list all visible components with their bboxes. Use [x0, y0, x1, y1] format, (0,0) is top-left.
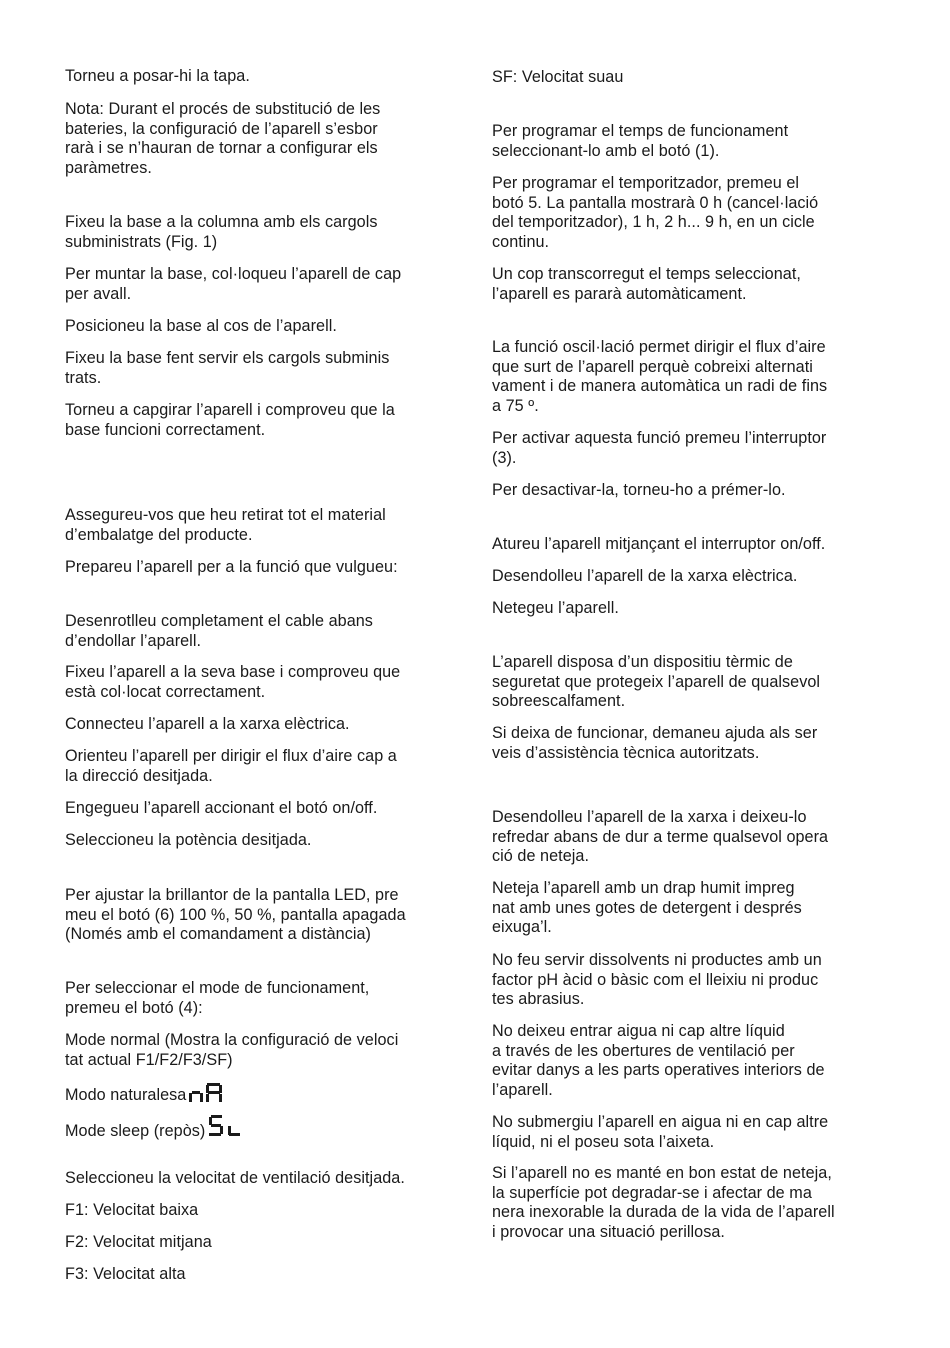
- paragraph-deactivate-oscillation: Per desactivar-la, torneu-ho a prémer-lo.: [492, 481, 786, 499]
- paragraph-normal-mode: Mode normal (Mostra la configuració de veloci tat actual F1/F2/F3/SF): [65, 1031, 399, 1069]
- paragraph-clean-device: Netegeu l’aparell.: [492, 599, 619, 617]
- paragraph-remove-packaging: Assegureu-vos que heu retirat tot el material d’embalatge del producte.: [65, 506, 386, 544]
- paragraph-select-speed: Seleccioneu la velocitat de ventilació desitjada.: [65, 1169, 405, 1187]
- paragraph-clean-with-cloth: Neteja l’aparell amb un drap humit impreg nat amb unes gotes de detergent i després eixuga’l.: [492, 879, 802, 937]
- paragraph-flip-check: Torneu a capgirar l’aparell i comproveu que la base funcioni correctament.: [65, 401, 395, 439]
- paragraph-switch-on: Engegueu l’aparell accionant el botó on/off.: [65, 799, 378, 817]
- paragraph-position-base: Posicioneu la base al cos de l’aparell.: [65, 317, 337, 335]
- line-nature-mode: [65, 1082, 465, 1106]
- paragraph-speed-f1: F1: Velocitat baixa: [65, 1201, 199, 1219]
- display-na-symbol-icon: [188, 1082, 224, 1104]
- display-sl-symbol-icon: [207, 1114, 241, 1140]
- paragraph-program-timer: Per programar el temporitzador, premeu el botó 5. La pantalla mostrarà 0 h (cancel·lació del temporitzador), 1 h, 2 h... 9 h, en un cicle continu.: [492, 174, 819, 251]
- paragraph-no-solvents: No feu servir dissolvents ni productes amb un factor pH àcid o bàsic com el lleixiu ni produc tes abrasius.: [492, 951, 822, 1009]
- paragraph-led-brightness: Per ajustar la brillantor de la pantalla LED, pre meu el botó (6) 100 %, 50 %, pantalla apagada (Només amb el comandament a distància): [65, 886, 406, 944]
- paragraph-auto-stop: Un cop transcorregut el temps seleccionat, l’aparell es pararà automàticament.: [492, 265, 801, 303]
- paragraph-orient-airflow: Orienteu l’aparell per dirigir el flux d’aire cap a la direcció desitjada.: [65, 747, 397, 785]
- paragraph-select-mode: Per seleccionar el mode de funcionament, premeu el botó (4):: [65, 979, 370, 1017]
- paragraph-battery-note: Nota: Durant el procés de substitució de les bateries, la configuració de l’aparell s’esbor rarà i se n’hauran de tornar a configurar els paràmetres.: [65, 100, 381, 177]
- paragraph-stop-device: Atureu l’aparell mitjançant el interruptor on/off.: [492, 535, 826, 553]
- paragraph-fix-to-base: Fixeu l’aparell a la seva base i comproveu que està col·locat correctament.: [65, 663, 401, 701]
- paragraph-fix-base-column: Fixeu la base a la columna amb els cargols subministrats (Fig. 1): [65, 213, 378, 251]
- paragraph-no-water-entry: No deixeu entrar aigua ni cap altre líquid a través de les obertures de ventilació per evitar danys a les parts operatives interiors de l’aparell.: [492, 1022, 825, 1099]
- line-sleep-mode: [65, 1114, 465, 1142]
- paragraph-program-time: Per programar el temps de funcionament seleccionant-lo amb el botó (1).: [492, 122, 789, 160]
- paragraph-activate-oscillation: Per activar aquesta funció premeu l’interruptor (3).: [492, 429, 827, 467]
- paragraph-unplug-before-cleaning: Desendolleu l’aparell de la xarxa i deixeu-lo refredar abans de dur a terme qualsevol opera ció de neteja.: [492, 808, 829, 866]
- sleep-mode-label: Mode sleep (repòs): [65, 1122, 206, 1140]
- paragraph-speed-f2: F2: Velocitat mitjana: [65, 1233, 212, 1251]
- paragraph-keep-clean: Si l’aparell no es manté en bon estat de neteja, la superfície pot degradar-se i afectar de ma nera inexorable la durada de la vida de l’aparell i provocar una situació perillosa.: [492, 1164, 835, 1241]
- paragraph-select-power: Seleccioneu la potència desitjada.: [65, 831, 312, 849]
- paragraph-technical-service: Si deixa de funcionar, demaneu ajuda als ser veis d’assistència tècnica autoritzats.: [492, 724, 818, 762]
- paragraph-fix-base-screws: Fixeu la base fent servir els cargols subminis trats.: [65, 349, 390, 387]
- paragraph-speed-sf: SF: Velocitat suau: [492, 68, 624, 86]
- paragraph-unwind-cable: Desenrotlleu completament el cable abans d’endollar l’aparell.: [65, 612, 373, 650]
- paragraph-unplug-device: Desendolleu l’aparell de la xarxa elèctrica.: [492, 567, 798, 585]
- nature-mode-label: Modo naturalesa: [65, 1086, 187, 1104]
- paragraph-no-submerge: No submergiu l’aparell en aigua ni en cap altre líquid, ni el poseu sota l’aixeta.: [492, 1113, 829, 1151]
- paragraph-speed-f3: F3: Velocitat alta: [65, 1265, 186, 1283]
- paragraph-oscillation: La funció oscil·lació permet dirigir el flux d’aire que surt de l’aparell perquè cobreixi alternati vament i de manera automàtica un radi de fins a 75 º.: [492, 338, 828, 415]
- paragraph-thermal-safety: L’aparell disposa d’un dispositiu tèrmic de seguretat que protegeix l’aparell de qualsevol sobreescalfament.: [492, 653, 821, 711]
- paragraph-connect-mains: Connecteu l’aparell a la xarxa elèctrica.: [65, 715, 350, 733]
- paragraph-replace-cover: Torneu a posar-hi la tapa.: [65, 67, 250, 85]
- paragraph-prepare-function: Prepareu l’aparell per a la funció que vulgueu:: [65, 558, 398, 576]
- paragraph-mount-base: Per muntar la base, col·loqueu l’aparell de cap per avall.: [65, 265, 402, 303]
